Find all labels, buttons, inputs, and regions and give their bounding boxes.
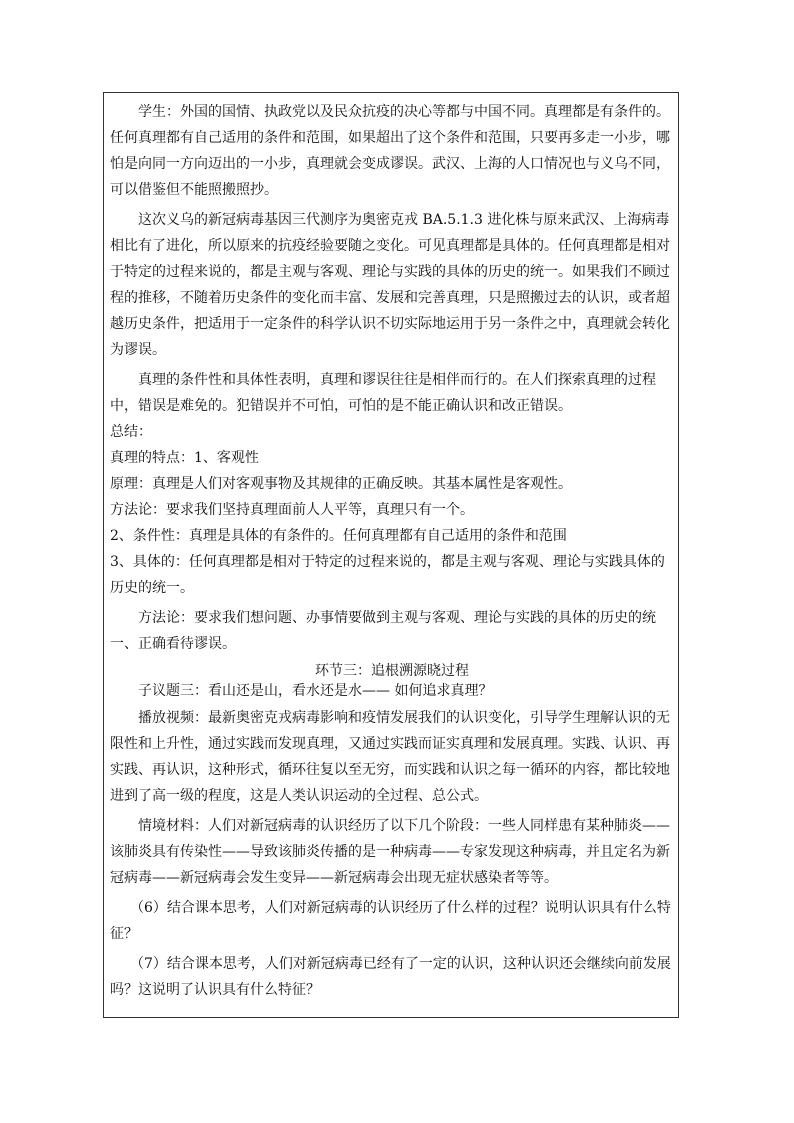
- summary-point-concreteness: 3、具体的：任何真理都是相对于特定的过程来说的，都是主观与客观、理论与实践具体的历史的统一。: [110, 554, 665, 596]
- document-table-cell: [103, 92, 679, 1018]
- paragraph-video: 播放视频：最新奥密克戎病毒影响和疫情发展我们的认识变化，引导学生理解认识的无限性和上升性，通过实践而发现真理，又通过实践而证实真理和发展真理。实践、认识、再实践、再认识，这种形式，循环往复以至无穷，而实践和认识之每一循环的内容，都比较地进到了高一级的程度，这是人类认识运动的全过程、总公式。: [110, 710, 670, 804]
- summary-point-conditionality: 2、条件性：真理是具体的有条件的。任何真理都有自己适用的条件和范围: [110, 528, 567, 544]
- summary-methodology-2: 方法论：要求我们想问题、办事情要做到主观与客观、理论与实践的具体的历史的统一、正确看待谬误。: [110, 610, 656, 652]
- section-three-title: 环节三：追根溯源晓过程: [315, 663, 469, 679]
- paragraph-student-answer: 学生：外国的国情、执政党以及民众抗疫的决心等都与中国不同。真理都是有条件的。任何真理都有自己适用的条件和范围，如果超出了这个条件和范围，只要再多走一小步，哪怕是向同一方向迈出的一小步，真理就会变成谬误。武汉、上海的人口情况也与义乌不同，可以借鉴但不能照搬照抄。: [110, 104, 670, 198]
- summary-methodology-1: 方法论：要求我们坚持真理面前人人平等，真理只有一个。: [110, 502, 474, 518]
- document-content: [110, 99, 674, 1003]
- paragraph-situation-material: 情境材料：人们对新冠病毒的认识经历了以下几个阶段：一些人同样患有某种肺炎——该肺炎具有传染性——导致该肺炎传播的是一种病毒——专家发现这种病毒，并且定名为新冠病毒——新冠病毒会发生变异——新冠病毒会出现无症状感染者等等。: [110, 818, 670, 886]
- summary-point-objectivity: 真理的特点：1、客观性: [110, 450, 259, 466]
- paragraph-truth-and-error: 真理的条件性和具体性表明，真理和谬误往往是相伴而行的。在人们探索真理的过程中，错误是难免的。犯错误并不可怕，可怕的是不能正确认识和改正错误。: [110, 372, 656, 414]
- sub-topic-three: 子议题三：看山还是山，看水还是水—— 如何追求真理？: [138, 683, 493, 699]
- question-6: （6）结合课本思考，人们对新冠病毒的认识经历了什么样的过程？说明认识具有什么特征？: [110, 900, 671, 942]
- paragraph-yiwu-virus: 这次义乌的新冠病毒基因三代测序为奥密克戎 BA.5.1.3 进化株与原来武汉、上海病毒相比有了进化，所以原来的抗疫经验要随之变化。可见真理都是具体的。任何真理都是相对于特定的过程来说的，都是主观与客观、理论与实践的具体的历史的统一。如果我们不顾过程的推移，不随着历史条件的变化而丰富、发展和完善真理，只是照搬过去的认识，或者超越历史条件，把适用于一定条件的科学认识不切实际地运用于另一条件之中，真理就会转化为谬误。: [110, 212, 670, 358]
- summary-heading: 总结：: [110, 424, 152, 440]
- summary-principle: 原理：真理是人们对客观事物及其规律的正确反映。其基本属性是客观性。: [110, 476, 572, 492]
- question-7: （7）结合课本思考，人们对新冠病毒已经有了一定的认识，这种认识还会继续向前发展吗？这说明了认识具有什么特征？: [110, 956, 671, 998]
